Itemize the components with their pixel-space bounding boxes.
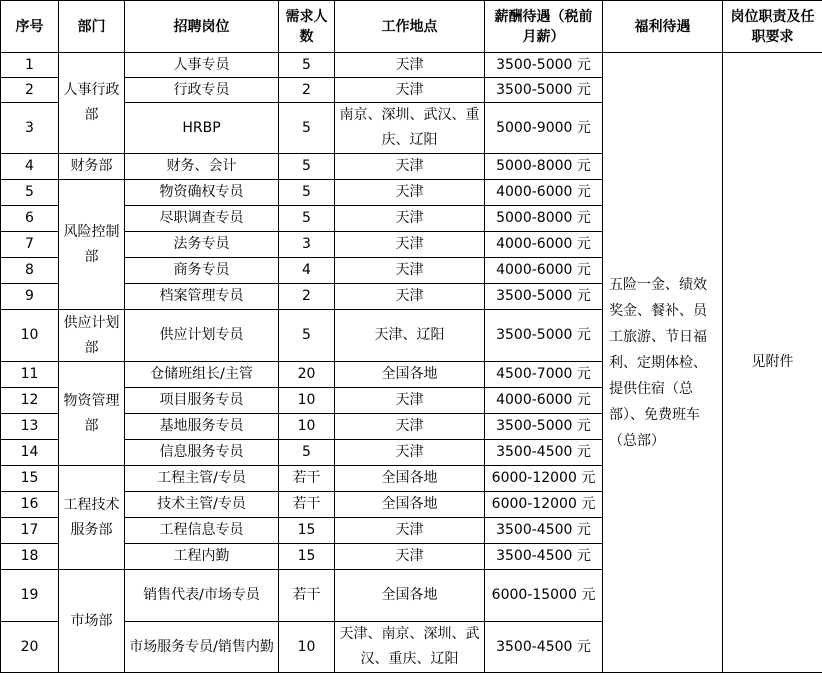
- count-cell: 若干: [279, 570, 335, 622]
- position-cell: 项目服务专员: [125, 388, 279, 414]
- position-cell: 销售代表/市场专员: [125, 570, 279, 622]
- seq-cell: 17: [1, 518, 59, 544]
- count-cell: 5: [279, 206, 335, 232]
- position-cell: 供应计划专员: [125, 310, 279, 362]
- header-dept: 部门: [59, 1, 125, 53]
- position-cell: 商务专员: [125, 258, 279, 284]
- benefits-cell: 五险一金、绩效奖金、餐补、员工旅游、节日福利、定期体检、提供住宿（总部）、免费班车（总部）: [603, 53, 723, 673]
- salary-cell: 4000-6000 元: [485, 232, 603, 258]
- location-cell: 全国各地: [335, 466, 485, 492]
- count-cell: 3: [279, 232, 335, 258]
- header-duties: 岗位职责及任职要求: [723, 1, 822, 53]
- seq-cell: 14: [1, 440, 59, 466]
- seq-cell: 9: [1, 284, 59, 310]
- count-cell: 5: [279, 440, 335, 466]
- location-cell: 天津: [335, 180, 485, 206]
- position-cell: 物资确权专员: [125, 180, 279, 206]
- count-cell: 20: [279, 362, 335, 388]
- position-cell: 人事专员: [125, 53, 279, 78]
- dept-cell-hr-admin: 人事行政部: [59, 53, 125, 154]
- salary-cell: 3500-5000 元: [485, 78, 603, 103]
- dept-cell-materials: 物资管理部: [59, 362, 125, 466]
- seq-cell: 7: [1, 232, 59, 258]
- position-cell: 财务、会计: [125, 154, 279, 180]
- location-cell: 天津: [335, 78, 485, 103]
- salary-cell: 4000-6000 元: [485, 180, 603, 206]
- location-cell: 天津: [335, 544, 485, 570]
- position-cell: 市场服务专员/销售内勤: [125, 622, 279, 673]
- salary-cell: 5000-8000 元: [485, 154, 603, 180]
- count-cell: 5: [279, 310, 335, 362]
- seq-cell: 10: [1, 310, 59, 362]
- salary-cell: 3500-5000 元: [485, 310, 603, 362]
- seq-cell: 13: [1, 414, 59, 440]
- salary-cell: 6000-15000 元: [485, 570, 603, 622]
- dept-cell-supply: 供应计划部: [59, 310, 125, 362]
- salary-cell: 6000-12000 元: [485, 466, 603, 492]
- count-cell: 5: [279, 180, 335, 206]
- duties-cell: 见附件: [723, 53, 822, 673]
- position-cell: 仓储班组长/主管: [125, 362, 279, 388]
- header-benefits: 福利待遇: [603, 1, 723, 53]
- location-cell: 天津、南京、深圳、武汉、重庆、辽阳: [335, 622, 485, 673]
- count-cell: 2: [279, 284, 335, 310]
- count-cell: 15: [279, 518, 335, 544]
- seq-cell: 4: [1, 154, 59, 180]
- seq-cell: 16: [1, 492, 59, 518]
- count-cell: 5: [279, 154, 335, 180]
- salary-cell: 3500-5000 元: [485, 284, 603, 310]
- dept-cell-risk: 风险控制部: [59, 180, 125, 310]
- count-cell: 10: [279, 414, 335, 440]
- position-cell: 工程内勤: [125, 544, 279, 570]
- position-cell: 档案管理专员: [125, 284, 279, 310]
- location-cell: 天津、辽阳: [335, 310, 485, 362]
- position-cell: 信息服务专员: [125, 440, 279, 466]
- salary-cell: 5000-8000 元: [485, 206, 603, 232]
- seq-cell: 1: [1, 53, 59, 78]
- seq-cell: 18: [1, 544, 59, 570]
- header-position: 招聘岗位: [125, 1, 279, 53]
- position-cell: 工程信息专员: [125, 518, 279, 544]
- salary-cell: 3500-4500 元: [485, 518, 603, 544]
- location-cell: 天津: [335, 388, 485, 414]
- salary-cell: 3500-4500 元: [485, 544, 603, 570]
- seq-cell: 5: [1, 180, 59, 206]
- location-cell: 全国各地: [335, 492, 485, 518]
- location-cell: 天津: [335, 232, 485, 258]
- salary-cell: 3500-5000 元: [485, 53, 603, 78]
- dept-cell-finance: 财务部: [59, 154, 125, 180]
- location-cell: 全国各地: [335, 362, 485, 388]
- location-cell: 天津: [335, 154, 485, 180]
- seq-cell: 20: [1, 622, 59, 673]
- salary-cell: 5000-9000 元: [485, 103, 603, 154]
- position-cell: 工程主管/专员: [125, 466, 279, 492]
- count-cell: 2: [279, 78, 335, 103]
- count-cell: 5: [279, 103, 335, 154]
- position-cell: HRBP: [125, 103, 279, 154]
- location-cell: 全国各地: [335, 570, 485, 622]
- header-location: 工作地点: [335, 1, 485, 53]
- header-salary: 薪酬待遇（税前月薪）: [485, 1, 603, 53]
- location-cell: 天津: [335, 258, 485, 284]
- header-count: 需求人数: [279, 1, 335, 53]
- seq-cell: 19: [1, 570, 59, 622]
- location-cell: 天津: [335, 206, 485, 232]
- location-cell: 天津: [335, 414, 485, 440]
- seq-cell: 2: [1, 78, 59, 103]
- seq-cell: 11: [1, 362, 59, 388]
- salary-cell: 3500-5000 元: [485, 414, 603, 440]
- header-seq: 序号: [1, 1, 59, 53]
- count-cell: 若干: [279, 492, 335, 518]
- salary-cell: 6000-12000 元: [485, 492, 603, 518]
- position-cell: 技术主管/专员: [125, 492, 279, 518]
- location-cell: 天津: [335, 518, 485, 544]
- header-row: [1, 1, 822, 53]
- dept-cell-engineering: 工程技术服务部: [59, 466, 125, 570]
- count-cell: 10: [279, 388, 335, 414]
- salary-cell: 4500-7000 元: [485, 362, 603, 388]
- position-cell: 基地服务专员: [125, 414, 279, 440]
- count-cell: 4: [279, 258, 335, 284]
- location-cell: 南京、深圳、武汉、重庆、辽阳: [335, 103, 485, 154]
- position-cell: 行政专员: [125, 78, 279, 103]
- salary-cell: 3500-4500 元: [485, 440, 603, 466]
- count-cell: 15: [279, 544, 335, 570]
- location-cell: 天津: [335, 440, 485, 466]
- dept-cell-marketing: 市场部: [59, 570, 125, 673]
- count-cell: 10: [279, 622, 335, 673]
- count-cell: 若干: [279, 466, 335, 492]
- seq-cell: 3: [1, 103, 59, 154]
- location-cell: 天津: [335, 284, 485, 310]
- position-cell: 法务专员: [125, 232, 279, 258]
- seq-cell: 15: [1, 466, 59, 492]
- seq-cell: 6: [1, 206, 59, 232]
- location-cell: 天津: [335, 53, 485, 78]
- seq-cell: 8: [1, 258, 59, 284]
- table-row: [1, 53, 822, 78]
- salary-cell: 4000-6000 元: [485, 258, 603, 284]
- salary-cell: 3500-4500 元: [485, 622, 603, 673]
- position-cell: 尽职调查专员: [125, 206, 279, 232]
- seq-cell: 12: [1, 388, 59, 414]
- salary-cell: 4000-6000 元: [485, 388, 603, 414]
- count-cell: 5: [279, 53, 335, 78]
